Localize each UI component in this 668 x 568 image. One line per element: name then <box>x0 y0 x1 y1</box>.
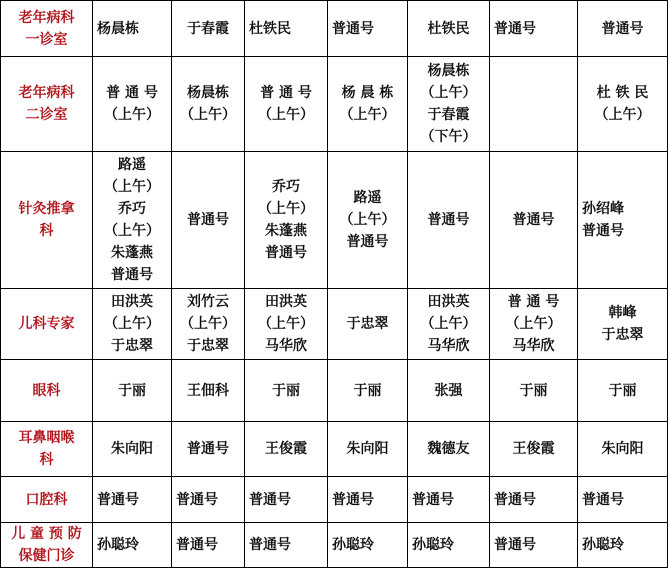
schedule-cell <box>578 289 668 360</box>
schedule-cell-line: 杜铁民 <box>427 20 470 37</box>
schedule-cell <box>172 1 245 57</box>
schedule-row <box>1 152 668 289</box>
schedule-cell-line: （上午） <box>420 85 477 101</box>
schedule-cell-line: 杨晨栋 <box>427 63 470 79</box>
schedule-cell-line: 田洪英 <box>265 294 307 310</box>
schedule-cell-line: 普通号 <box>176 491 218 508</box>
schedule-cell-line: 普通号 <box>494 537 536 553</box>
schedule-cell-line: 马华欣 <box>512 338 555 354</box>
schedule-cell-line: （上午） <box>258 107 314 123</box>
schedule-cell-line: 于丽 <box>353 382 382 399</box>
schedule-cell-line: 普通号 <box>332 491 374 508</box>
department-cell <box>1 289 93 360</box>
schedule-cell-line: 韩峰 <box>608 305 637 321</box>
department-cell <box>1 1 93 57</box>
schedule-cell-line: 孙聪玲 <box>412 537 454 553</box>
department-name-line: 针灸推拿 <box>18 201 75 217</box>
schedule-cell <box>490 289 578 360</box>
schedule-cell-line: 朱向阳 <box>346 441 389 457</box>
schedule-cell-line: 普通号 <box>97 491 139 508</box>
schedule-cell <box>578 360 668 422</box>
schedule-cell <box>490 477 578 523</box>
schedule-cell-line: 杨晨栋 <box>97 20 139 37</box>
schedule-cell <box>408 289 490 360</box>
schedule-cell-line: （上午） <box>420 316 477 332</box>
schedule-cell <box>245 1 328 57</box>
department-name-line: 儿科专家 <box>18 316 75 332</box>
department-cell <box>1 477 93 523</box>
schedule-cell <box>172 57 245 152</box>
schedule-cell-line: 于丽 <box>519 382 548 399</box>
schedule-cell <box>172 360 245 422</box>
schedule-cell-line: （上午） <box>104 179 160 195</box>
schedule-cell <box>490 523 578 568</box>
department-cell <box>1 523 93 568</box>
schedule-cell <box>408 57 490 152</box>
schedule-cell-line: 王佃科 <box>187 382 229 399</box>
schedule-row <box>1 523 668 568</box>
schedule-cell-line: （上午） <box>104 223 160 239</box>
schedule-cell-line: 于忠翠 <box>187 338 229 354</box>
schedule-cell <box>408 152 490 289</box>
schedule-cell-line: 普通号 <box>494 20 536 37</box>
schedule-cell-line: 普通号 <box>332 20 374 37</box>
schedule-row <box>1 422 668 477</box>
schedule-cell-line: （上午） <box>258 201 314 217</box>
schedule-cell-line: 于春霞 <box>427 107 470 123</box>
schedule-cell-line: 杨晨栋 <box>187 85 229 101</box>
schedule-cell <box>578 477 668 523</box>
schedule-cell-line: （上午） <box>104 316 160 332</box>
schedule-cell-line: 普 通 号 <box>260 85 312 101</box>
schedule-cell <box>245 360 328 422</box>
schedule-cell-line: 普通号 <box>494 491 536 508</box>
schedule-cell-line: 路遥 <box>118 157 146 173</box>
schedule-cell <box>408 1 490 57</box>
schedule-cell-line: （上午） <box>339 212 396 228</box>
schedule-cell <box>93 422 172 477</box>
schedule-cell-line: 张强 <box>434 382 463 399</box>
schedule-cell-line: 孙聪玲 <box>582 537 624 553</box>
schedule-cell-line: 孙聪玲 <box>97 537 139 553</box>
schedule-cell <box>245 152 328 289</box>
department-name-line: 二诊室 <box>25 107 68 123</box>
schedule-cell-line: 孙绍峰 <box>582 201 624 217</box>
schedule-cell <box>408 360 490 422</box>
schedule-cell-line: 普通号 <box>249 491 291 508</box>
department-cell <box>1 57 93 152</box>
schedule-cell <box>328 1 408 57</box>
schedule-cell <box>490 422 578 477</box>
schedule-row <box>1 477 668 523</box>
schedule-cell-line: 杜 铁 民 <box>596 85 649 101</box>
department-name-line: 口腔科 <box>25 491 68 508</box>
department-name-line: 保健门诊 <box>18 548 75 564</box>
schedule-cell-line: （上午） <box>505 316 562 332</box>
schedule-cell <box>328 57 408 152</box>
schedule-cell <box>172 422 245 477</box>
schedule-cell <box>328 422 408 477</box>
schedule-cell <box>245 289 328 360</box>
schedule-cell-line: 魏德友 <box>427 441 470 457</box>
schedule-cell-line: 普通号 <box>187 441 229 457</box>
schedule-cell-line: 田洪英 <box>427 294 470 310</box>
department-cell <box>1 152 93 289</box>
schedule-row <box>1 360 668 422</box>
schedule-cell-line: 刘竹云 <box>187 294 229 310</box>
schedule-cell <box>490 57 578 152</box>
schedule-cell <box>490 1 578 57</box>
schedule-cell-line: 于忠翠 <box>346 316 389 332</box>
schedule-cell-line: （下午） <box>420 129 477 145</box>
schedule-cell <box>328 152 408 289</box>
schedule-cell-line: 普通号 <box>111 267 153 283</box>
schedule-cell <box>328 477 408 523</box>
schedule-cell-line: 杜铁民 <box>249 20 291 37</box>
schedule-cell <box>578 152 668 289</box>
schedule-cell <box>93 523 172 568</box>
schedule-cell <box>578 1 668 57</box>
schedule-cell <box>245 422 328 477</box>
schedule-cell <box>93 152 172 289</box>
schedule-cell-line: 乔巧 <box>118 201 146 217</box>
schedule-cell <box>328 523 408 568</box>
schedule-cell-line: 朱向阳 <box>111 441 153 457</box>
schedule-body <box>1 1 668 568</box>
schedule-cell-line: 普 通 号 <box>507 294 560 310</box>
schedule-cell <box>93 1 172 57</box>
schedule-cell <box>578 422 668 477</box>
schedule-cell <box>93 57 172 152</box>
department-cell <box>1 360 93 422</box>
schedule-cell-line: 孙聪玲 <box>332 537 374 553</box>
schedule-cell <box>408 523 490 568</box>
schedule-cell <box>172 477 245 523</box>
schedule-cell-line: （上午） <box>339 107 396 123</box>
department-cell <box>1 422 93 477</box>
schedule-cell-line: 路遥 <box>353 190 382 206</box>
schedule-cell-line: 朱蓬燕 <box>265 223 307 239</box>
schedule-cell-line: （上午） <box>258 316 314 332</box>
schedule-cell-line: 杨 晨 栋 <box>341 85 394 101</box>
schedule-cell <box>408 422 490 477</box>
schedule-cell-line: 马华欣 <box>265 338 307 354</box>
schedule-cell-line: 乔巧 <box>272 179 300 195</box>
department-name-line: 老年病科 <box>18 85 75 101</box>
department-name-line: 一诊室 <box>25 31 68 48</box>
schedule-cell-line: 普通号 <box>187 212 229 228</box>
schedule-cell-line: （上午） <box>180 107 236 123</box>
schedule-cell-line: 普通号 <box>412 491 454 508</box>
schedule-cell-line: 马华欣 <box>427 338 470 354</box>
schedule-cell <box>328 289 408 360</box>
schedule-cell <box>93 477 172 523</box>
schedule-cell <box>245 57 328 152</box>
schedule-cell <box>245 523 328 568</box>
department-name-line: 眼科 <box>32 382 61 399</box>
schedule-row <box>1 1 668 57</box>
schedule-cell-line: 于忠翠 <box>601 327 644 343</box>
schedule-cell <box>93 289 172 360</box>
schedule-cell-line: 于忠翠 <box>111 338 153 354</box>
department-name-line: 科 <box>39 223 54 239</box>
department-name-line: 儿 童 预 防 <box>11 526 82 542</box>
schedule-cell <box>245 477 328 523</box>
schedule-cell-line: 普通号 <box>176 537 218 553</box>
schedule-row <box>1 289 668 360</box>
schedule-cell-line: （上午） <box>594 107 651 123</box>
schedule-cell-line: 普通号 <box>427 212 470 228</box>
schedule-cell-line: 田洪英 <box>111 294 153 310</box>
schedule-cell <box>578 57 668 152</box>
schedule-cell <box>408 477 490 523</box>
schedule-cell-line: 普通号 <box>582 491 624 508</box>
schedule-cell-line: 普 通 号 <box>106 85 158 101</box>
schedule-cell-line: 普通号 <box>601 20 644 37</box>
schedule-cell-line: 于丽 <box>272 382 300 399</box>
schedule-cell-line: 普通号 <box>265 245 307 261</box>
schedule-cell-line: 于春霞 <box>187 20 229 37</box>
schedule-cell <box>172 289 245 360</box>
schedule-cell <box>172 523 245 568</box>
schedule-cell-line: 王俊霞 <box>512 441 555 457</box>
schedule-cell <box>328 360 408 422</box>
schedule-cell <box>490 152 578 289</box>
schedule-cell-line: 普通号 <box>249 537 291 553</box>
schedule-cell-line: 普通号 <box>346 234 389 250</box>
schedule-cell <box>93 360 172 422</box>
schedule-cell <box>578 523 668 568</box>
schedule-cell-line: 朱向阳 <box>601 441 644 457</box>
schedule-cell-line: 普通号 <box>512 212 555 228</box>
schedule-cell-line: 朱蓬燕 <box>111 245 153 261</box>
schedule-cell-line: （上午） <box>180 316 236 332</box>
schedule-cell <box>172 152 245 289</box>
schedule-cell-line: 于丽 <box>608 382 637 399</box>
department-name-line: 老年病科 <box>18 9 75 26</box>
schedule-cell-line: （上午） <box>104 107 160 123</box>
schedule-cell-line: 于丽 <box>118 382 146 399</box>
department-name-line: 耳鼻咽喉 <box>18 430 75 446</box>
schedule-cell-line: 普通号 <box>582 223 624 239</box>
schedule-row <box>1 57 668 152</box>
department-name-line: 科 <box>39 452 54 468</box>
schedule-cell <box>490 360 578 422</box>
schedule-cell-line: 王俊霞 <box>265 441 307 457</box>
